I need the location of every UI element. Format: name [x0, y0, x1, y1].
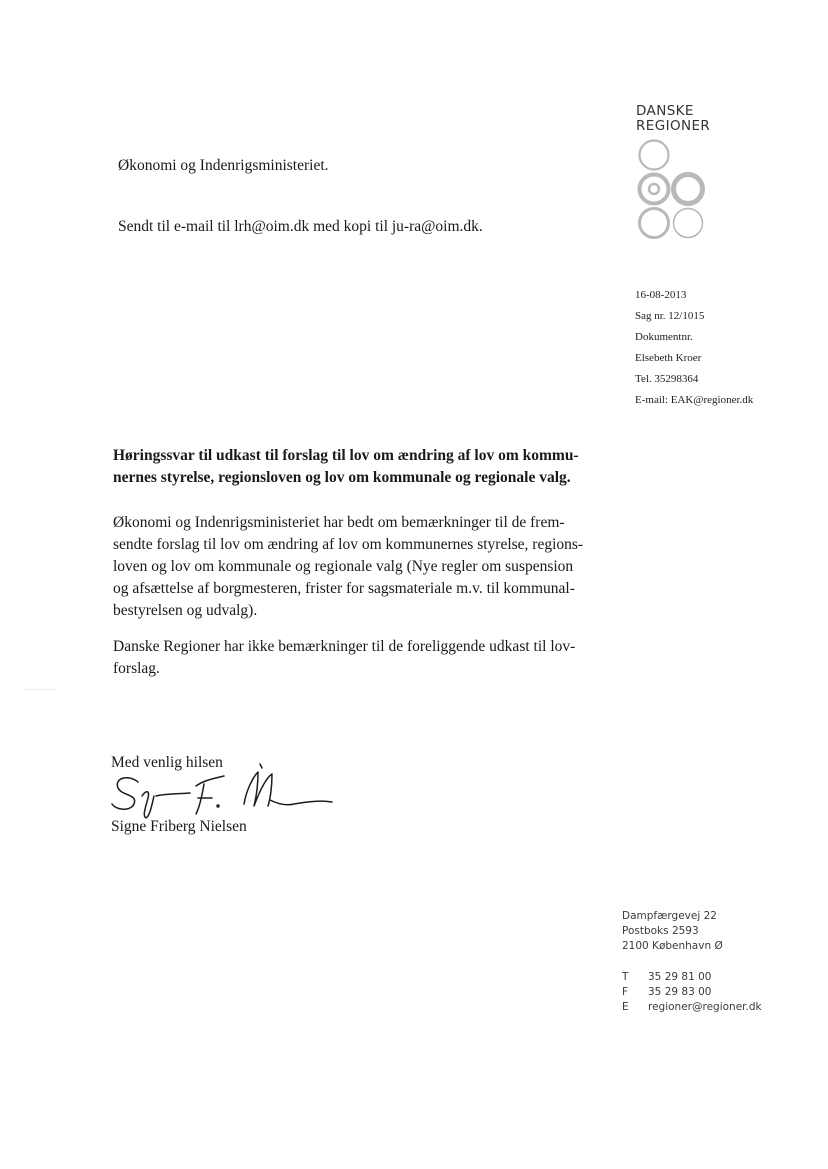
fax-label: F [622, 986, 629, 998]
logo-line-2: REGIONER [636, 118, 711, 134]
footer-phone: 35 29 81 00 [648, 971, 712, 983]
subject-line: Høringssvar til udkast til forslag til lov om ændring af lov om kommu- [113, 447, 579, 464]
footer-street: Dampfærgevej 22 [622, 910, 717, 922]
recipient: Økonomi og Indenrigsministeriet. [118, 157, 329, 174]
email-label: E [622, 1001, 629, 1013]
closing-greeting: Med venlig hilsen [111, 754, 223, 771]
paragraph-line: bestyrelsen og udvalg). [113, 602, 258, 619]
meta-date: 16-08-2013 [635, 289, 687, 301]
subject-heading [113, 445, 593, 489]
paragraph-line: loven og lov om kommunale og regionale valg (Nye regler om suspension [113, 558, 574, 575]
footer-city: 2100 København Ø [622, 940, 723, 952]
footer-fax-row [622, 985, 762, 1000]
document-meta [635, 285, 753, 411]
footer-email-row [622, 1000, 762, 1015]
scan-artifact [24, 689, 56, 690]
body-paragraph-2 [113, 636, 593, 680]
meta-author: Elsebeth Kroer [635, 352, 702, 364]
paragraph-line: Danske Regioner har ikke bemærkninger til de foreliggende udkast til lov- [113, 638, 576, 655]
signer-name: Signe Friberg Nielsen [111, 818, 247, 835]
phone-label: T [622, 971, 629, 983]
paragraph-line: og afsættelse af borgmesteren, frister for sagsmateriale m.v. til kommunal- [113, 580, 575, 597]
footer-phone-row [622, 970, 762, 985]
handwritten-signature [108, 760, 338, 822]
footer-email: regioner@regioner.dk [648, 1001, 762, 1013]
meta-phone: Tel. 35298364 [635, 373, 699, 385]
meta-document-number: Dokumentnr. [635, 331, 693, 343]
logo-wordmark [636, 104, 710, 134]
danske-regioner-logo-icon [634, 138, 708, 242]
sent-to-line: Sendt til e-mail til lrh@oim.dk med kopi til ju-ra@oim.dk. [118, 218, 483, 235]
paragraph-line: Økonomi og Indenrigsministeriet har bedt om bemærkninger til de frem- [113, 514, 565, 531]
logo-line-1: DANSKE [636, 103, 694, 119]
footer-address-block [622, 909, 762, 1015]
body-paragraph-1 [113, 512, 593, 622]
paragraph-line: forslag. [113, 660, 160, 677]
meta-email: E-mail: EAK@regioner.dk [635, 394, 754, 406]
footer-po-box: Postboks 2593 [622, 925, 699, 937]
subject-line: nernes styrelse, regionsloven og lov om kommunale og regionale valg. [113, 469, 571, 486]
meta-case-number: Sag nr. 12/1015 [635, 310, 705, 322]
footer-fax: 35 29 83 00 [648, 986, 712, 998]
paragraph-line: sendte forslag til lov om ændring af lov om kommunernes styrelse, regions- [113, 536, 584, 553]
